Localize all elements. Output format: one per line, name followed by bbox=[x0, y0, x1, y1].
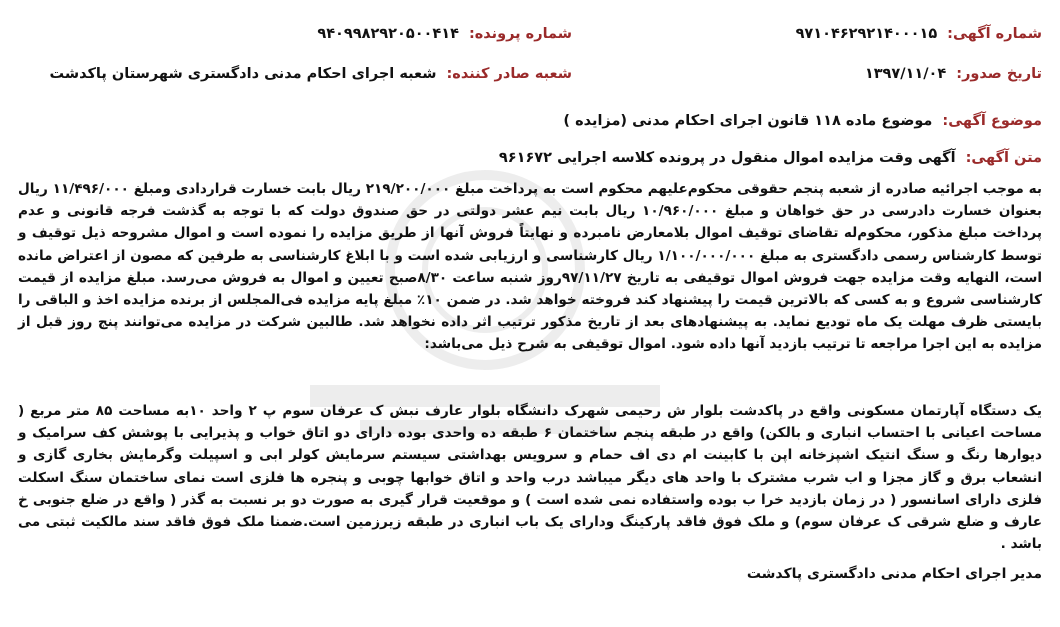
issue-date-value: ۱۳۹۷/۱۱/۰۴ bbox=[864, 66, 947, 82]
notice-paragraph-2: یک دستگاه آپارتمان مسکونی واقع در پاکدشت بلوار ش رحیمی شهرک دانشگاه بلوار عارف نبش ک عرفان سوم پ ۲ واحد ۱۰به مساحت ۸۵ متر مربع ( مساحت اعیانی با احتساب انباری و بالکن) واقع در طبقه پنجم ساختمان ۶ طبقه ده واحدی بوده دارای دو اتاق خواب و پذیرایی با پوشش کف سرامیک و دیوارها رنگ و سنگ انتیک اشپزخانه اپن با کابینت ام دی اف حمام و سرویس بهداشتی سیستم سرمایش کولر ابی و اسپیلت وگرمایش بخاری گازی و انشعاب برق و گاز مجزا و اب شرب مشترک با واحد های دیگر میباشد درب واحد و اتاق خوابها چوبی و پنجره ها فلزی است نمای ساختمان سنگ اسکلت فلزی دارای اسانسور ( در زمان بازدید خرا ب بوده واستفاده نمی شده است ) و موقعیت قرار گیری به صورت دو بر نسبت به گذر ( واقع در ضلع جنوبی خ عارف و ضلع شرقی ک عرفان سوم) و ملک فوق فاقد پارکینگ ودارای یک باب انباری در طبقه زیرزمین است.ضمنا ملک فوق فاقد سند مالکیت ثبتی می باشد . bbox=[18, 403, 1042, 553]
notice-number-label: شماره آگهی: bbox=[947, 26, 1042, 42]
notice-subject bbox=[563, 113, 1042, 129]
notice-paragraph-1: به موجب اجرائیه صادره از شعبه پنجم حقوقی محکوم‌علیهم محکوم است به پرداخت مبلغ ۲۱۹/۲۰۰/۰۰۰ ریال بابت خسارت قراردادی ومبلغ ۱۱/۴۹۶/۰۰۰ ریال بعنوان خسارت دادرسی در حق خواهان و مبلغ ۱۰/۹۶۰/۰۰۰ ریال بابت نیم عشر دولتی در حق صندوق دولت که با توجه به گذشت فرجه قانونی و عدم پرداخت مبلغ مذکور، محکوم‌له تقاضای توقیف اموال بلامعارض نامبرده و نهایتاً فروش آنها از طریق مزایده را نموده است و اموال مشروحه ذیل توقیف و توسط کارشناس رسمی دادگستری به مبلغ ۱/۱۰۰/۰۰۰/۰۰۰ ریال کارشناسی و ارزیابی شده است و با ابلاغ کارشناسی به طرفین که مصون از اعتراض مانده است، النهایه وقت مزایده جهت فروش اموال توقیفی به تاریخ ۹۷/۱۱/۲۷روز شنبه ساعت ۸/۳۰صبح تعیین و اموال به فروش می‌رسد. مبلغ مزایده از قیمت کارشناسی شروع و به کسی که بالاترین قیمت را پیشنهاد کند فروخته خواهد شد. در ضمن ۱۰٪ مبلغ پایه مزایده فی‌المجلس از برنده مزایده اخذ و الباقی را بایستی ظرف مهلت یک ماه تودیع نماید. به پیشنهادهای بعد از تاریخ مذکور ترتیب اثر داده نخواهد شد. طالبین شرکت در مزایده می‌توانند پنج روز قبل از مزایده به این اجرا مراجعه تا ترتیب بازدید آنها داده شود. اموال توقیفی به شرح ذیل می‌باشد: bbox=[18, 181, 1043, 353]
case-number-value: ۹۴۰۹۹۸۲۹۲۰۵۰۰۴۱۴ bbox=[317, 26, 459, 42]
issue-date bbox=[572, 66, 1042, 82]
header-row-1 bbox=[18, 20, 1042, 48]
subject-value: موضوع ماده ۱۱۸ قانون اجرای احکام مدنی (مزایده ) bbox=[563, 113, 933, 129]
notice-number-value: ۹۷۱۰۴۶۲۹۲۱۴۰۰۰۱۵ bbox=[795, 26, 938, 42]
issuer-label: شعبه صادر کننده: bbox=[446, 66, 572, 82]
header-row-2 bbox=[18, 60, 1042, 88]
notice-text-title: آگهی وقت مزایده اموال منقول در پرونده کلاسه اجرایی ۹۶۱۶۷۲ bbox=[498, 150, 956, 166]
case-number bbox=[317, 26, 572, 42]
issuer-value: شعبه اجرای احکام مدنی دادگستری شهرستان پاکدشت bbox=[49, 66, 437, 82]
signature: مدیر اجرای احکام مدنی دادگستری پاکدشت bbox=[746, 566, 1042, 582]
issuer bbox=[50, 66, 572, 82]
notice-number bbox=[572, 26, 1042, 42]
notice-text-label: متن آگهی: bbox=[965, 150, 1042, 166]
issue-date-label: تاریخ صدور: bbox=[956, 66, 1042, 82]
notice-text-heading bbox=[499, 150, 1042, 166]
case-number-label: شماره پرونده: bbox=[468, 26, 572, 42]
subject-label: موضوع آگهی: bbox=[942, 113, 1042, 129]
